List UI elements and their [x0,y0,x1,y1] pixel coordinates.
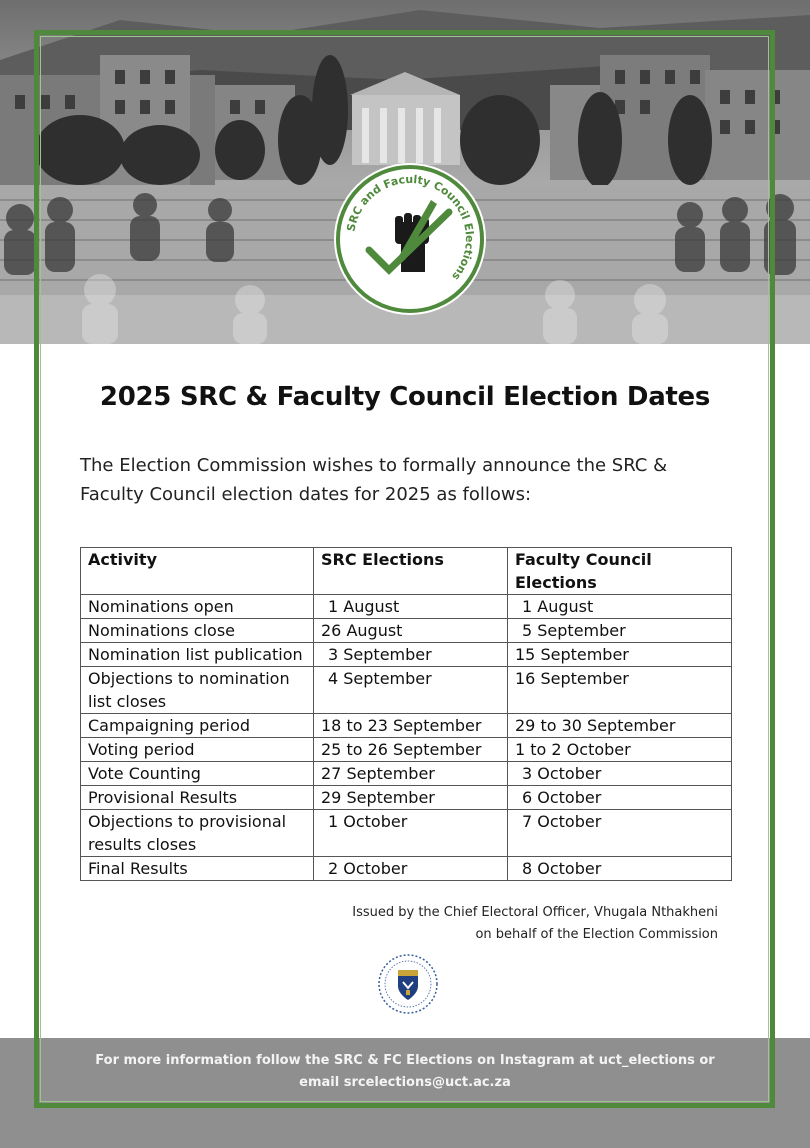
header-faculty-council-elections: Faculty Council Elections [508,548,732,595]
src-date-cell: 1 October [314,810,508,857]
activity-cell: Campaigning period [81,714,314,738]
fc-date-cell: 29 to 30 September [508,714,732,738]
table-header-row [81,548,732,595]
activity-cell: Objections to nomination list closes [81,667,314,714]
src-date-cell: 3 September [314,643,508,667]
activity-cell: Nominations open [81,595,314,619]
election-dates-table [80,547,732,881]
fc-date-cell: 3 October [508,762,732,786]
table-row [81,714,732,738]
header-activity: Activity [81,548,314,595]
src-date-cell: 29 September [314,786,508,810]
fc-date-cell: 1 to 2 October [508,738,732,762]
fc-date-cell: 15 September [508,643,732,667]
activity-cell: Voting period [81,738,314,762]
src-date-cell: 18 to 23 September [314,714,508,738]
activity-cell: Nomination list publication [81,643,314,667]
table-row [81,619,732,643]
table-row [81,667,732,714]
fc-date-cell: 5 September [508,619,732,643]
fc-date-cell: 1 August [508,595,732,619]
src-date-cell: 4 September [314,667,508,714]
page-title: 2025 SRC & Faculty Council Election Dates [99,382,711,412]
src-date-cell: 25 to 26 September [314,738,508,762]
activity-cell: Provisional Results [81,786,314,810]
issued-line-1: Issued by the Chief Electoral Officer, Vhugala Nthakheni [352,905,718,920]
activity-cell: Nominations close [81,619,314,643]
footer-line-2: email srcelections@uct.ac.za [299,1075,511,1090]
intro-line-2: Faculty Council election dates for 2025 as follows: [80,484,532,505]
issued-line-2: on behalf of the Election Commission [475,927,718,942]
logo-ring-text: SRC and Faculty Council Elections [344,172,477,283]
src-date-cell: 27 September [314,762,508,786]
table-row [81,857,732,881]
table-row [81,643,732,667]
university-crest-logo [376,952,440,1016]
src-date-cell: 1 August [314,595,508,619]
table-row [81,810,732,857]
fc-date-cell: 8 October [508,857,732,881]
table-row [81,595,732,619]
activity-cell: Objections to provisional results closes [81,810,314,857]
intro-paragraph [80,451,720,509]
issued-by-statement [300,902,718,946]
intro-line-1: The Election Commission wishes to formally announce the SRC & [80,455,668,476]
table-row [81,762,732,786]
fc-date-cell: 16 September [508,667,732,714]
header-src-elections: SRC Elections [314,548,508,595]
fc-date-cell: 7 October [508,810,732,857]
src-date-cell: 2 October [314,857,508,881]
activity-cell: Vote Counting [81,762,314,786]
election-logo [331,160,489,318]
fc-date-cell: 6 October [508,786,732,810]
src-date-cell: 26 August [314,619,508,643]
footer-line-1: For more information follow the SRC & FC Elections on Instagram at uct_elections or [95,1053,715,1068]
footer-info [0,1050,810,1094]
table-row [81,738,732,762]
table-row [81,786,732,810]
activity-cell: Final Results [81,857,314,881]
